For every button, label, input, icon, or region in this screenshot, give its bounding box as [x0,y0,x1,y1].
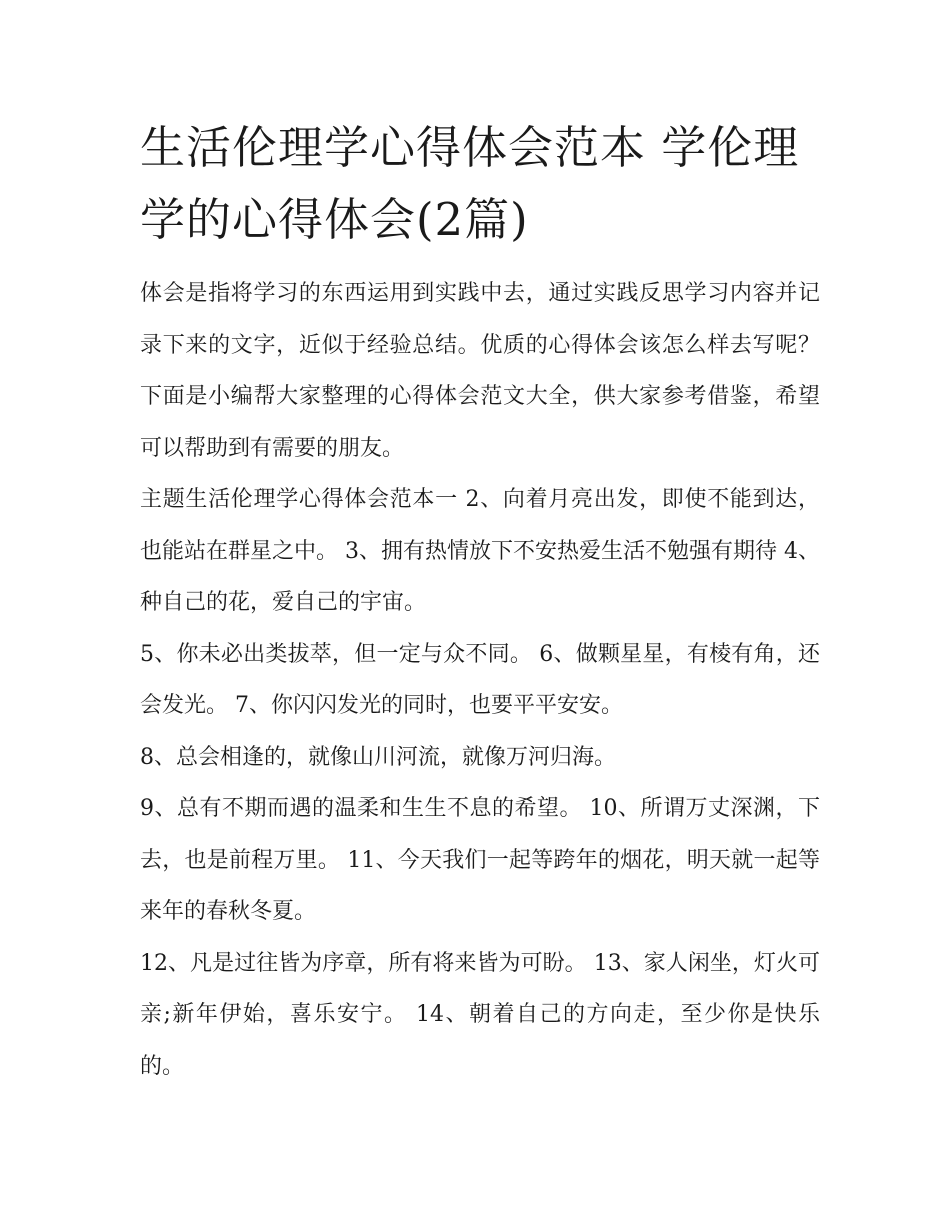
paragraph-quotes-3: 8、总会相逢的，就像山川河流，就像万河归海。 [140,744,616,770]
paragraph-quotes-1: 主题生活伦理学心得体会范本一 2、向着月亮出发，即使不能到达，也能站在群星之中。 3、拥有热情放下不安热爱生活不勉强有期待 4、种自己的花，爱自己的宇宙。 [140,487,820,615]
paragraph-quotes-4: 9、总有不期而遇的温柔和生生不息的希望。 10、所谓万丈深渊，下去，也是前程万里。 11、今天我们一起等跨年的烟花，明天就一起等来年的春秋冬夏。 [140,796,820,924]
document-page [140,112,820,1092]
paragraph-intro: 体会是指将学习的东西运用到实践中去，通过实践反思学习内容并记录下来的文字，近似于经验总结。优质的心得体会该怎么样去写呢？下面是小编帮大家整理的心得体会范文大全，供大家参考借鉴，希望可以帮助到有需要的朋友。 [140,281,820,461]
paragraph-quotes-2: 5、你未必出类拔萃，但一定与众不同。 6、做颗星星，有棱有角，还会发光。 7、你闪闪发光的同时，也要平平安安。 [140,641,820,718]
document-title: 生活伦理学心得体会范本 学伦理学的心得体会(2篇) [140,121,800,246]
paragraph-quotes-5: 12、凡是过往皆为序章，所有将来皆为可盼。 13、家人闲坐，灯火可亲;新年伊始，喜乐安宁。 14、朝着自己的方向走，至少你是快乐的。 [140,950,820,1079]
